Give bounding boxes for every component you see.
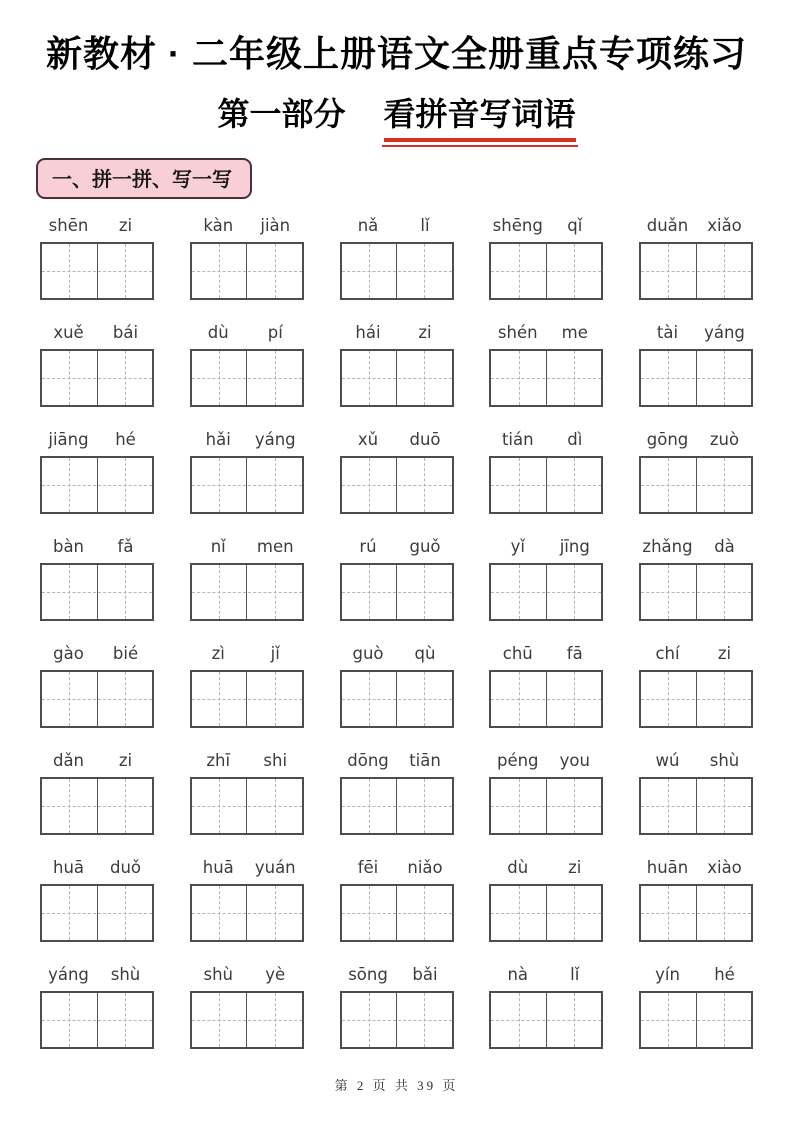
writing-box[interactable] — [40, 456, 154, 514]
horizontal-guide-line — [491, 485, 601, 486]
pinyin-syllable-1: shén — [497, 323, 538, 342]
word-block — [190, 962, 304, 1049]
pinyin-syllable-1: gōng — [646, 430, 689, 449]
word-row — [40, 320, 753, 407]
horizontal-guide-line — [192, 1020, 302, 1021]
pinyin-syllable-1: xuě — [53, 323, 84, 342]
writing-box[interactable] — [489, 456, 603, 514]
pinyin-label — [639, 213, 753, 235]
pinyin-syllable-2: yè — [265, 965, 286, 984]
word-block — [190, 320, 304, 407]
pinyin-syllable-2: zi — [118, 216, 133, 235]
pinyin-syllable-2: niǎo — [407, 858, 443, 877]
word-row — [40, 962, 753, 1049]
pinyin-syllable-1: huā — [52, 858, 85, 877]
word-block — [40, 962, 154, 1049]
horizontal-guide-line — [342, 913, 452, 914]
section-heading — [0, 89, 793, 142]
pinyin-syllable-2: lǐ — [570, 965, 580, 984]
pinyin-syllable-1: zì — [211, 644, 225, 663]
horizontal-guide-line — [42, 592, 152, 593]
word-block — [489, 855, 603, 942]
pinyin-label — [340, 320, 454, 342]
pinyin-syllable-1: kàn — [203, 216, 234, 235]
word-block — [40, 748, 154, 835]
word-block — [639, 534, 753, 621]
pinyin-label — [639, 748, 753, 770]
pinyin-syllable-1: yáng — [48, 965, 89, 984]
word-block — [639, 641, 753, 728]
writing-box[interactable] — [190, 242, 304, 300]
word-block — [340, 641, 454, 728]
pinyin-syllable-1: shēn — [48, 216, 89, 235]
writing-box[interactable] — [40, 670, 154, 728]
pinyin-syllable-2: hé — [714, 965, 735, 984]
pinyin-label — [340, 855, 454, 877]
pinyin-syllable-2: shù — [110, 965, 141, 984]
pinyin-label — [489, 213, 603, 235]
pinyin-syllable-1: tián — [501, 430, 534, 449]
pinyin-label — [340, 427, 454, 449]
pinyin-syllable-1: shēng — [492, 216, 543, 235]
pinyin-syllable-2: fā — [566, 644, 583, 663]
pinyin-syllable-1: dǎn — [52, 751, 85, 770]
horizontal-guide-line — [641, 592, 751, 593]
pinyin-syllable-2: guǒ — [409, 537, 441, 556]
word-block — [489, 748, 603, 835]
pinyin-label — [190, 962, 304, 984]
pinyin-syllable-1: zhǎng — [642, 537, 693, 556]
pinyin-syllable-1: shù — [203, 965, 233, 984]
word-block — [340, 427, 454, 514]
word-block — [190, 213, 304, 300]
writing-box[interactable] — [340, 456, 454, 514]
writing-box[interactable] — [190, 456, 304, 514]
pinyin-syllable-1: huā — [202, 858, 234, 877]
horizontal-guide-line — [641, 271, 751, 272]
pinyin-syllable-2: zi — [568, 858, 582, 877]
pinyin-label — [190, 213, 304, 235]
word-row — [40, 213, 753, 300]
pinyin-label — [489, 534, 603, 556]
pinyin-label — [190, 320, 304, 342]
pinyin-label — [639, 427, 753, 449]
pinyin-syllable-1: xǔ — [357, 430, 379, 449]
horizontal-guide-line — [192, 699, 302, 700]
pinyin-label — [639, 534, 753, 556]
writing-box[interactable] — [40, 991, 154, 1049]
horizontal-guide-line — [42, 485, 152, 486]
pinyin-syllable-2: dì — [567, 430, 583, 449]
writing-box[interactable] — [639, 349, 753, 407]
writing-box[interactable] — [40, 242, 154, 300]
pinyin-syllable-2: jǐ — [270, 644, 280, 663]
pinyin-syllable-2: xiào — [707, 858, 742, 877]
word-block — [639, 213, 753, 300]
pinyin-label — [489, 748, 603, 770]
pinyin-syllable-2: me — [561, 323, 588, 342]
writing-box[interactable] — [40, 349, 154, 407]
horizontal-guide-line — [491, 378, 601, 379]
horizontal-guide-line — [192, 485, 302, 486]
writing-box[interactable] — [489, 991, 603, 1049]
pinyin-syllable-1: dōng — [347, 751, 389, 770]
pinyin-syllable-1: wú — [655, 751, 680, 770]
pinyin-syllable-2: zi — [418, 323, 432, 342]
writing-box[interactable] — [190, 670, 304, 728]
horizontal-guide-line — [491, 271, 601, 272]
horizontal-guide-line — [42, 806, 152, 807]
writing-box[interactable] — [489, 670, 603, 728]
word-row — [40, 534, 753, 621]
pinyin-label — [340, 534, 454, 556]
word-block — [489, 962, 603, 1049]
horizontal-guide-line — [491, 1020, 601, 1021]
writing-box[interactable] — [190, 777, 304, 835]
horizontal-guide-line — [192, 592, 302, 593]
pinyin-syllable-1: zhī — [206, 751, 231, 770]
word-block — [340, 534, 454, 621]
pinyin-syllable-1: duǎn — [646, 216, 689, 235]
pinyin-label — [190, 748, 304, 770]
horizontal-guide-line — [641, 913, 751, 914]
writing-box[interactable] — [639, 563, 753, 621]
pinyin-syllable-2: zuò — [709, 430, 740, 449]
word-block — [190, 427, 304, 514]
word-row — [40, 855, 753, 942]
word-block — [340, 748, 454, 835]
pinyin-syllable-1: yǐ — [510, 537, 525, 556]
writing-box[interactable] — [340, 242, 454, 300]
pinyin-syllable-1: jiāng — [48, 430, 89, 449]
writing-box[interactable] — [489, 884, 603, 942]
pinyin-syllable-2: zi — [717, 644, 732, 663]
word-block — [340, 213, 454, 300]
pinyin-syllable-1: guò — [352, 644, 384, 663]
writing-box[interactable] — [340, 563, 454, 621]
pinyin-syllable-2: yáng — [254, 430, 296, 449]
word-block — [489, 213, 603, 300]
pinyin-label — [340, 748, 454, 770]
pinyin-label — [340, 213, 454, 235]
pinyin-label — [489, 641, 603, 663]
horizontal-guide-line — [342, 806, 452, 807]
word-block — [489, 641, 603, 728]
pinyin-label — [40, 748, 154, 770]
pinyin-syllable-2: duō — [409, 430, 441, 449]
pinyin-label — [40, 855, 154, 877]
writing-box[interactable] — [40, 884, 154, 942]
pinyin-syllable-2: xiǎo — [707, 216, 742, 235]
writing-box[interactable] — [489, 563, 603, 621]
pinyin-syllable-1: yín — [655, 965, 680, 984]
word-block — [639, 748, 753, 835]
pinyin-syllable-2: hé — [115, 430, 136, 449]
pinyin-label — [40, 641, 154, 663]
pinyin-syllable-2: duǒ — [109, 858, 142, 877]
pinyin-syllable-2: yuán — [254, 858, 296, 877]
pinyin-syllable-1: rú — [359, 537, 377, 556]
word-row — [40, 641, 753, 728]
horizontal-guide-line — [641, 378, 751, 379]
pinyin-syllable-2: lǐ — [420, 216, 430, 235]
word-row — [40, 748, 753, 835]
pinyin-syllable-2: bié — [112, 644, 139, 663]
word-block — [639, 320, 753, 407]
horizontal-guide-line — [342, 485, 452, 486]
word-block — [190, 641, 304, 728]
pinyin-syllable-1: chí — [655, 644, 680, 663]
horizontal-guide-line — [491, 592, 601, 593]
pinyin-label — [489, 855, 603, 877]
pinyin-label — [40, 962, 154, 984]
horizontal-guide-line — [491, 699, 601, 700]
pinyin-syllable-2: jiàn — [260, 216, 291, 235]
writing-box[interactable] — [190, 884, 304, 942]
pinyin-label — [40, 213, 154, 235]
horizontal-guide-line — [641, 1020, 751, 1021]
horizontal-guide-line — [42, 378, 152, 379]
writing-box[interactable] — [340, 349, 454, 407]
pinyin-label — [340, 641, 454, 663]
horizontal-guide-line — [192, 806, 302, 807]
word-block — [40, 855, 154, 942]
pinyin-syllable-1: nǎ — [357, 216, 379, 235]
horizontal-guide-line — [641, 699, 751, 700]
word-block — [489, 320, 603, 407]
pinyin-syllable-1: huān — [646, 858, 689, 877]
pinyin-syllable-2: qù — [414, 644, 436, 663]
writing-box[interactable] — [40, 777, 154, 835]
pinyin-syllable-2: jīng — [559, 537, 590, 556]
pinyin-syllable-1: sōng — [348, 965, 388, 984]
word-block — [190, 748, 304, 835]
writing-box[interactable] — [40, 563, 154, 621]
horizontal-guide-line — [192, 271, 302, 272]
pinyin-grid — [40, 213, 753, 1049]
word-block — [340, 320, 454, 407]
writing-box[interactable] — [190, 991, 304, 1049]
horizontal-guide-line — [491, 913, 601, 914]
word-block — [40, 320, 154, 407]
pinyin-label — [190, 641, 304, 663]
writing-box[interactable] — [639, 991, 753, 1049]
pinyin-label — [489, 320, 603, 342]
horizontal-guide-line — [641, 485, 751, 486]
writing-box[interactable] — [489, 777, 603, 835]
pinyin-syllable-1: dù — [507, 858, 529, 877]
word-block — [40, 427, 154, 514]
writing-box[interactable] — [340, 777, 454, 835]
exercise-badge: 一、拼一拼、写一写 — [36, 158, 252, 199]
section-heading-underlined: 看拼音写词语 — [384, 89, 576, 142]
horizontal-guide-line — [342, 1020, 452, 1021]
pinyin-syllable-1: dù — [207, 323, 229, 342]
pinyin-label — [40, 427, 154, 449]
pinyin-syllable-2: shi — [263, 751, 288, 770]
word-block — [40, 534, 154, 621]
pinyin-label — [639, 962, 753, 984]
pinyin-syllable-2: bái — [112, 323, 139, 342]
pinyin-syllable-2: tiān — [409, 751, 441, 770]
horizontal-guide-line — [42, 1020, 152, 1021]
pinyin-label — [190, 855, 304, 877]
pinyin-syllable-2: yáng — [704, 323, 745, 342]
word-block — [340, 962, 454, 1049]
writing-box[interactable] — [639, 456, 753, 514]
pinyin-label — [190, 534, 304, 556]
horizontal-guide-line — [192, 378, 302, 379]
pinyin-label — [639, 855, 753, 877]
pinyin-label — [40, 534, 154, 556]
horizontal-guide-line — [42, 271, 152, 272]
horizontal-guide-line — [192, 913, 302, 914]
writing-box[interactable] — [190, 349, 304, 407]
horizontal-guide-line — [491, 806, 601, 807]
writing-box[interactable] — [190, 563, 304, 621]
pinyin-syllable-2: qǐ — [567, 216, 583, 235]
pinyin-syllable-1: tài — [656, 323, 679, 342]
word-block — [489, 427, 603, 514]
pinyin-syllable-1: nà — [507, 965, 529, 984]
horizontal-guide-line — [342, 271, 452, 272]
word-block — [489, 534, 603, 621]
pinyin-syllable-2: fǎ — [117, 537, 134, 556]
horizontal-guide-line — [641, 806, 751, 807]
pinyin-label — [190, 427, 304, 449]
writing-box[interactable] — [340, 670, 454, 728]
horizontal-guide-line — [342, 378, 452, 379]
pinyin-syllable-1: chū — [502, 644, 533, 663]
pinyin-label — [639, 641, 753, 663]
pinyin-syllable-1: hái — [355, 323, 381, 342]
pinyin-syllable-1: hǎi — [205, 430, 231, 449]
pinyin-syllable-2: you — [559, 751, 590, 770]
writing-box[interactable] — [639, 884, 753, 942]
pinyin-syllable-1: gào — [53, 644, 84, 663]
pinyin-syllable-2: zi — [118, 751, 133, 770]
pinyin-syllable-1: nǐ — [210, 537, 226, 556]
pinyin-label — [40, 320, 154, 342]
word-block — [340, 855, 454, 942]
writing-box[interactable] — [639, 242, 753, 300]
pinyin-syllable-2: bǎi — [412, 965, 438, 984]
writing-box[interactable] — [639, 777, 753, 835]
pinyin-label — [639, 320, 753, 342]
word-row — [40, 427, 753, 514]
horizontal-guide-line — [342, 699, 452, 700]
pinyin-label — [340, 962, 454, 984]
writing-box[interactable] — [340, 884, 454, 942]
pinyin-syllable-1: péng — [496, 751, 539, 770]
pinyin-syllable-1: fēi — [357, 858, 379, 877]
pinyin-syllable-2: men — [256, 537, 294, 556]
pinyin-syllable-2: dà — [714, 537, 735, 556]
word-block — [639, 855, 753, 942]
writing-box[interactable] — [489, 242, 603, 300]
word-block — [190, 855, 304, 942]
page-title: 新教材 · 二年级上册语文全册重点专项练习 — [46, 33, 747, 74]
pinyin-syllable-2: pí — [267, 323, 283, 342]
horizontal-guide-line — [42, 913, 152, 914]
horizontal-guide-line — [42, 699, 152, 700]
page-number: 第 2 页 共 39 页 — [334, 1078, 459, 1093]
section-heading-part: 第一部分 — [217, 96, 346, 132]
horizontal-guide-line — [342, 592, 452, 593]
writing-box[interactable] — [489, 349, 603, 407]
word-block — [40, 213, 154, 300]
word-block — [190, 534, 304, 621]
word-block — [639, 427, 753, 514]
word-block — [639, 962, 753, 1049]
pinyin-label — [489, 962, 603, 984]
pinyin-syllable-1: bàn — [52, 537, 85, 556]
pinyin-syllable-2: shù — [709, 751, 740, 770]
writing-box[interactable] — [639, 670, 753, 728]
pinyin-label — [489, 427, 603, 449]
writing-box[interactable] — [340, 991, 454, 1049]
word-block — [40, 641, 154, 728]
